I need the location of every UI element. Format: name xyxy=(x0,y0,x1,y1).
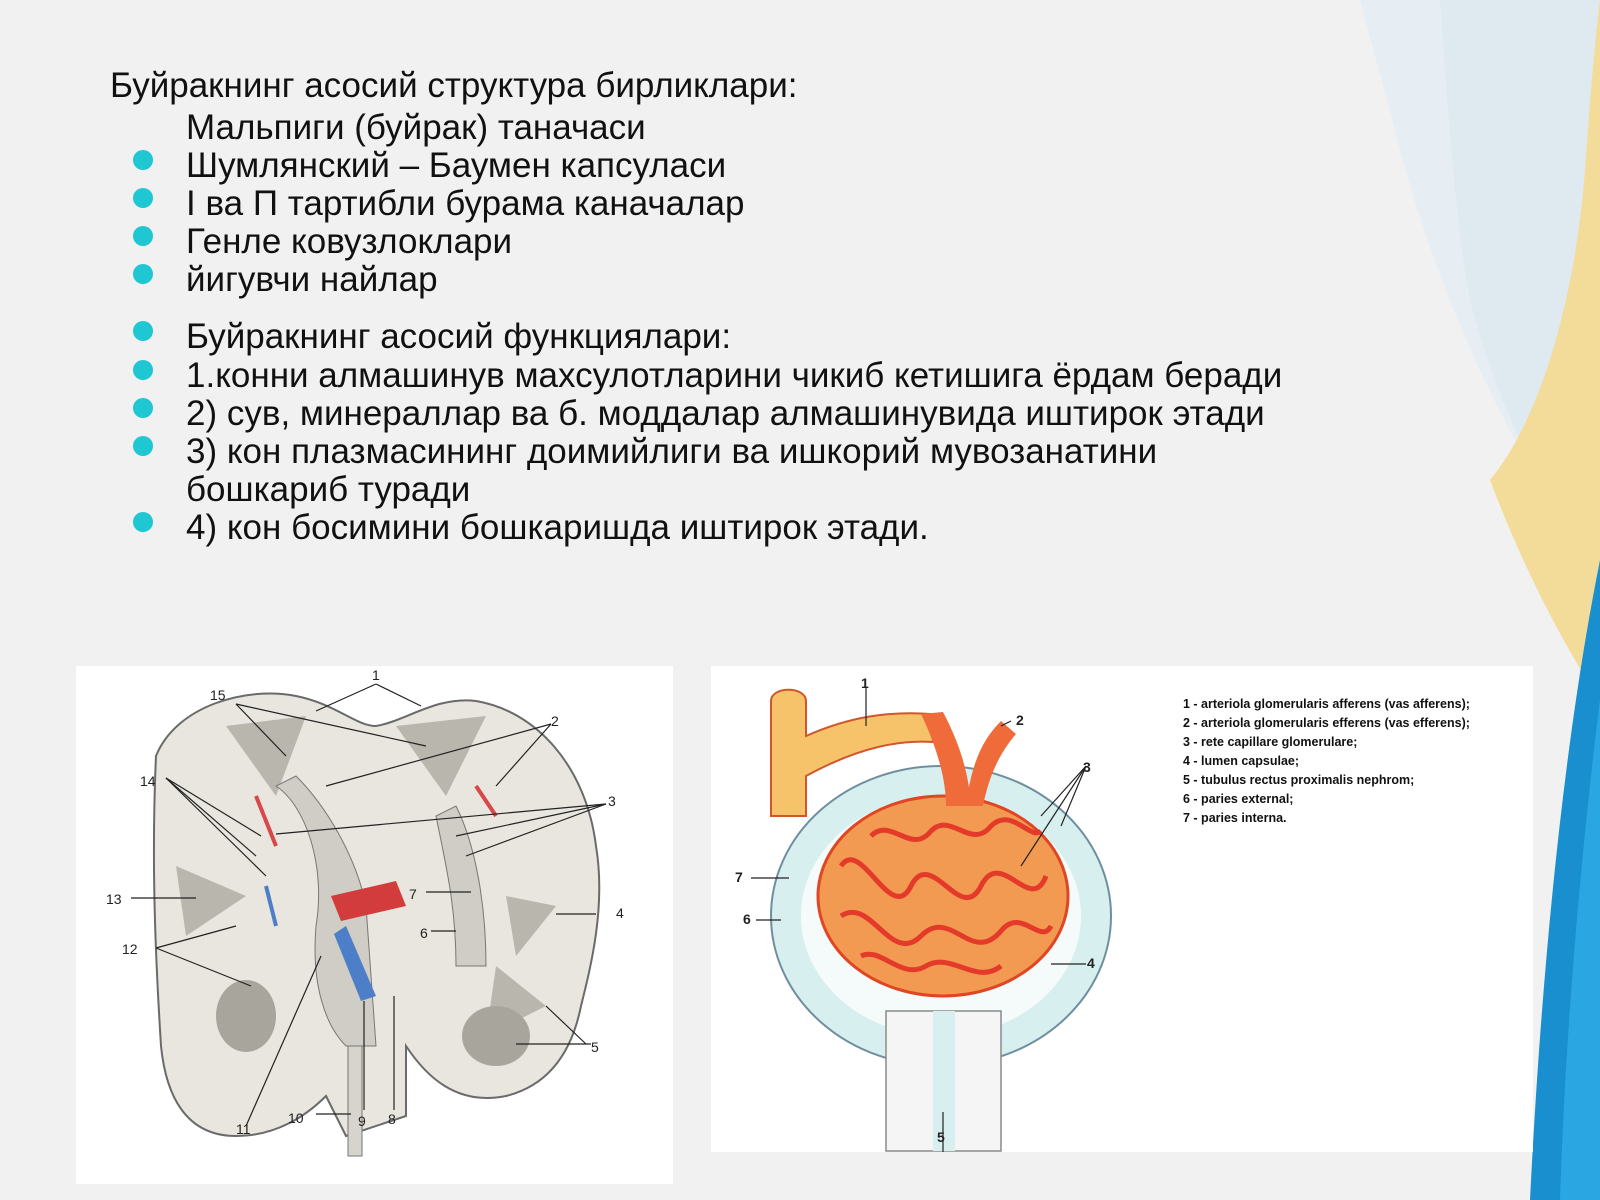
structure-item: I ва П тартибли бурама каначалар xyxy=(186,184,745,223)
figure-label: 4 xyxy=(616,905,624,921)
figure-label: 6 xyxy=(743,911,751,927)
legend-item: 5 - tubulus rectus proximalis nephrom; xyxy=(1183,773,1415,787)
figure-label: 1 xyxy=(372,667,380,683)
figure-label: 4 xyxy=(1087,955,1095,971)
figure-label: 5 xyxy=(937,1129,945,1145)
figure-label: 6 xyxy=(420,925,428,941)
figure-label: 9 xyxy=(358,1113,366,1129)
figure-label: 13 xyxy=(106,891,122,907)
corpuscle-illustration xyxy=(711,666,1533,1152)
figure-label: 3 xyxy=(1083,759,1091,775)
structure-item: йигувчи найлар xyxy=(186,260,438,299)
figure-label: 11 xyxy=(236,1121,251,1137)
legend-item: 2 - arteriola glomerularis efferens (vas efferens); xyxy=(1183,716,1470,730)
bullet-icon xyxy=(133,512,153,532)
function-item: 3) кон плазмасининг доимийлиги ва ишкорий мувозанатини xyxy=(186,432,1158,471)
figure-label: 1 xyxy=(861,675,869,691)
renal-corpuscle-figure xyxy=(711,666,1533,1152)
bullet-icon xyxy=(133,398,153,418)
legend-item: 7 - paries interna. xyxy=(1183,811,1287,825)
kidney-section-figure xyxy=(76,666,673,1184)
figure-label: 7 xyxy=(735,869,743,885)
figure-label: 15 xyxy=(210,687,226,703)
legend-item: 1 - arteriola glomerularis afferens (vas afferens); xyxy=(1183,697,1470,711)
legend-item: 6 - paries external; xyxy=(1183,792,1294,806)
structure-item: Мальпиги (буйрак) таначаси xyxy=(186,108,646,147)
figure-label: 8 xyxy=(388,1111,396,1127)
bullet-icon xyxy=(133,188,153,208)
structure-heading: Буйракнинг асосий структура бирликлари: xyxy=(110,66,798,105)
function-item-continuation: бошкариб туради xyxy=(186,470,471,509)
legend-item: 3 - rete capillare glomerulare; xyxy=(1183,735,1358,749)
figure-label: 10 xyxy=(288,1110,304,1126)
function-item: 2) сув, минераллар ва б. моддалар алмашинувида иштирок этади xyxy=(186,394,1265,433)
figure-label: 12 xyxy=(122,941,138,957)
figure-label: 14 xyxy=(140,773,156,789)
functions-heading: Буйракнинг асосий функциялари: xyxy=(186,317,732,356)
legend-item: 4 - lumen capsulae; xyxy=(1183,754,1300,768)
bullet-icon xyxy=(133,150,153,170)
bullet-icon xyxy=(133,264,153,284)
function-item: 1.конни алмашинув махсулотларини чикиб кетишига ёрдам беради xyxy=(186,356,1283,395)
figure-label: 2 xyxy=(551,713,559,729)
bullet-icon xyxy=(133,321,153,341)
kidney-illustration xyxy=(76,666,673,1184)
structure-item: Шумлянский – Баумен капсуласи xyxy=(186,146,727,185)
figure-label: 7 xyxy=(409,886,417,902)
structure-item: Генле ковузлоклари xyxy=(186,222,513,261)
bullet-icon xyxy=(133,360,153,380)
figure-label: 2 xyxy=(1016,712,1024,728)
figure-label: 3 xyxy=(608,793,616,809)
bullet-icon xyxy=(133,226,153,246)
function-item: 4) кон босимини бошкаришда иштирок этади. xyxy=(186,508,929,547)
bullet-icon xyxy=(133,436,153,456)
figure-label: 5 xyxy=(591,1039,599,1055)
